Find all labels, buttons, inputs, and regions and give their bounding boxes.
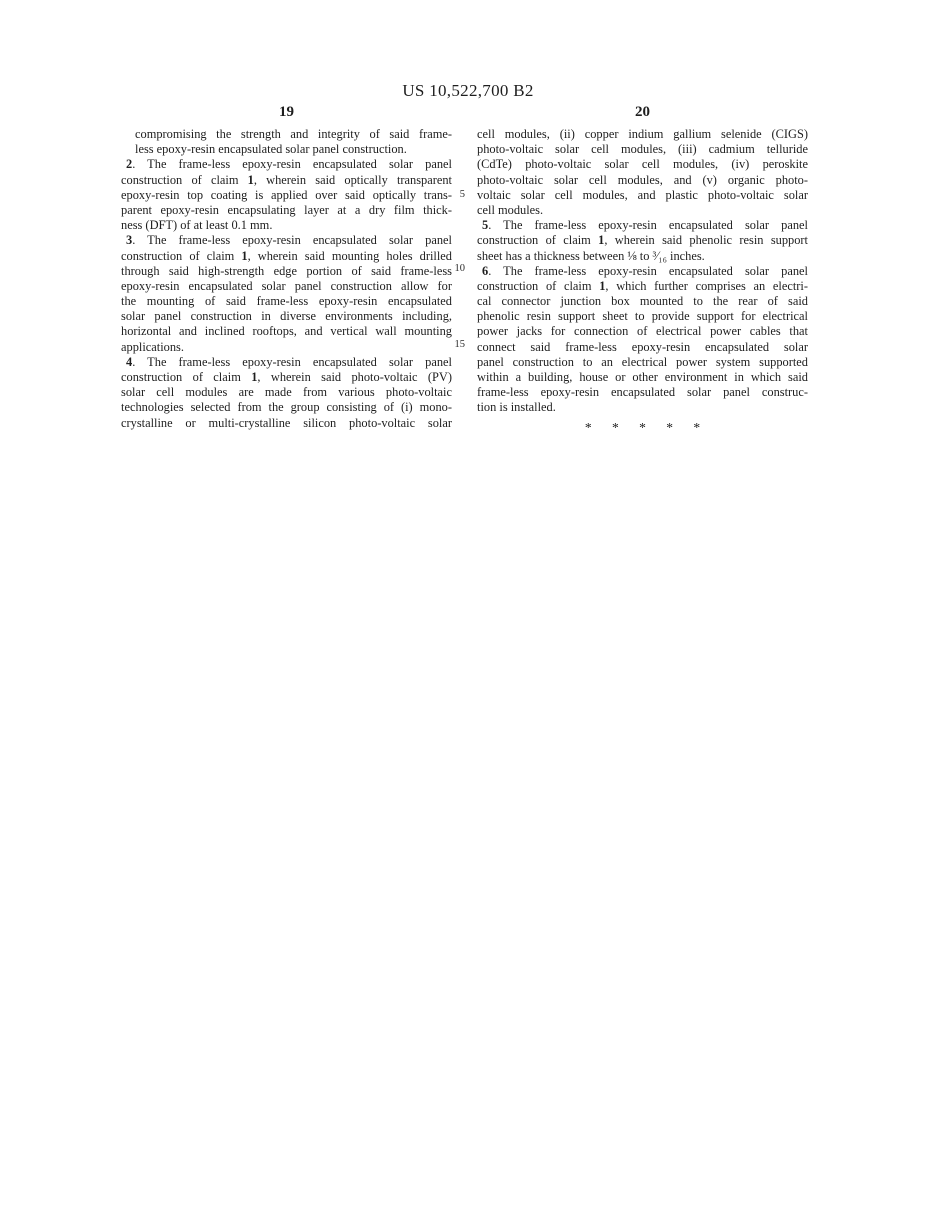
text-line: 2. The frame-less epoxy-resin encapsulated solar panel [126, 157, 452, 172]
text-line: construction of claim 1, wherein said mounting holes drilled [121, 248, 452, 263]
text-line: construction of claim 1, which further comprises an electri- [477, 278, 808, 293]
text-line: solar panel construction in diverse environments including, [121, 309, 452, 324]
column-number-right: 20 [635, 104, 650, 120]
text-line: 3. The frame-less epoxy-resin encapsulated solar panel [126, 233, 452, 248]
text-line: cal connector junction box mounted to the rear of said [477, 294, 808, 309]
column-number-left: 19 [279, 104, 294, 120]
text-line: voltaic solar cell modules, and plastic photo-voltaic solar [477, 187, 808, 202]
text-line: sheet has a thickness between ⅛ to ³⁄₁₆ inches. [477, 248, 705, 263]
text-line: photo-voltaic solar cell modules, and (v) organic photo- [477, 172, 808, 187]
text-line: ness (DFT) of at least 0.1 mm. [121, 218, 273, 233]
text-line: cell modules, (ii) copper indium gallium selenide (CIGS) [477, 127, 808, 141]
text-line: epoxy-resin encapsulated solar panel construction allow for [121, 278, 452, 293]
gutter-line-number: 10 [454, 263, 465, 274]
text-line: through said high-strength edge portion of said frame-less [121, 263, 452, 278]
text-line: phenolic resin support sheet to provide support for electrical [477, 309, 808, 324]
text-line: connect said frame-less epoxy-resin encapsulated solar [477, 339, 808, 354]
text-line: power jacks for connection of electrical power cables that [477, 324, 808, 339]
gutter-line-number: 15 [454, 339, 465, 350]
patent-number-header: US 10,522,700 B2 [402, 81, 534, 100]
text-line: within a building, house or other environment in which said [477, 370, 808, 384]
text-line: frame-less epoxy-resin encapsulated solar panel construc- [477, 385, 808, 400]
text-line: construction of claim 1, wherein said photo-voltaic (PV) [121, 370, 452, 384]
text-line: construction of claim 1, wherein said phenolic resin support [477, 233, 808, 248]
text-line: 4. The frame-less epoxy-resin encapsulated solar panel [126, 354, 452, 369]
claims-column-left [121, 127, 452, 431]
claims-end-asterisks: * * * * * [584, 420, 701, 435]
text-line: the mounting of said frame-less epoxy-resin encapsulated [121, 294, 452, 309]
text-line: solar cell modules are made from various photo-voltaic [121, 385, 452, 400]
text-line: applications. [121, 339, 184, 354]
text-line: cell modules. [477, 202, 544, 217]
claims-column-right [477, 127, 808, 416]
text-line: tion is installed. [477, 400, 556, 415]
text-line: parent epoxy-resin encapsulating layer at a dry film thick- [121, 202, 452, 217]
text-line: 6. The frame-less epoxy-resin encapsulated solar panel [482, 263, 808, 278]
text-line: epoxy-resin top coating is applied over said optically trans- [121, 187, 452, 202]
text-line: compromising the strength and integrity of said frame- [135, 127, 452, 141]
text-line: (CdTe) photo-voltaic solar cell modules, (iv) peroskite [477, 157, 808, 172]
text-line: crystalline or multi-crystalline silicon photo-voltaic solar [121, 415, 452, 430]
text-line: less epoxy-resin encapsulated solar panel construction. [135, 142, 407, 157]
text-line: construction of claim 1, wherein said optically transparent [121, 172, 452, 187]
gutter-line-number: 5 [459, 189, 465, 200]
text-line: horizontal and inclined rooftops, and vertical wall mounting [121, 324, 452, 339]
text-line: 5. The frame-less epoxy-resin encapsulated solar panel [482, 218, 808, 233]
text-line: technologies selected from the group consisting of (i) mono- [121, 400, 452, 415]
text-line: photo-voltaic solar cell modules, (iii) cadmium telluride [477, 142, 808, 157]
text-line: panel construction to an electrical power system supported [477, 354, 808, 369]
